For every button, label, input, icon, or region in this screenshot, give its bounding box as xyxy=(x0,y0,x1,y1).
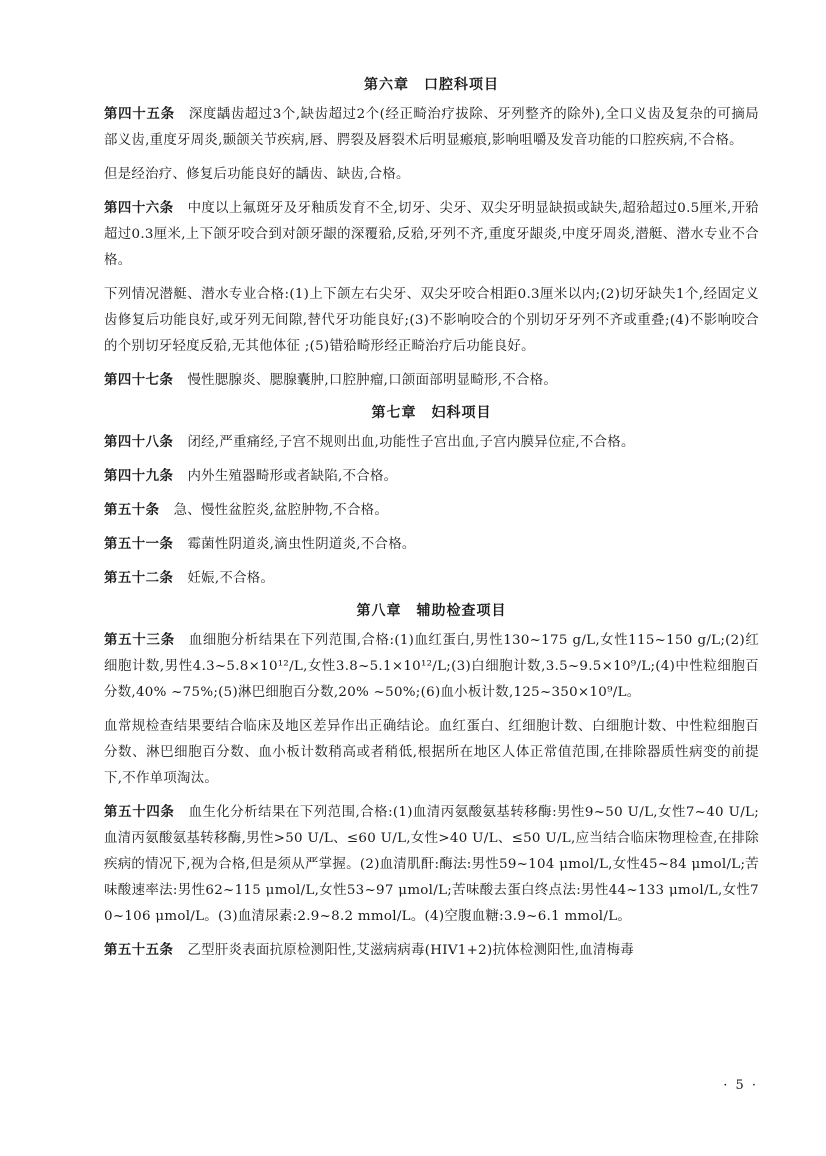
article-51-text: 霉菌性阴道炎,滴虫性阴道炎,不合格。 xyxy=(187,537,416,552)
chapter-7-title: 第七章 妇科项目 xyxy=(371,405,492,421)
article-51 xyxy=(104,532,759,558)
article-53 xyxy=(104,628,759,706)
article-45-note xyxy=(104,162,759,188)
article-47-label: 第四十七条 xyxy=(104,373,174,388)
article-50 xyxy=(104,498,759,524)
article-53-note-text: 血常规检查结果要结合临床及地区差异作出正确结论。血红蛋白、红细胞计数、白细胞计数、中性粒细胞百分数、淋巴细胞百分数、血小板计数稍高或者稍低,根据所在地区人体正常值范围,在排除器质性病变的前提下,不作单项淘汰。 xyxy=(104,719,759,786)
article-45-label: 第四十五条 xyxy=(104,107,175,122)
article-54-text: 血生化分析结果在下列范围,合格:(1)血清丙氨酸氨基转移酶:男性9~50 U/L,女性7~40 U/L;血清丙氨酸氨基转移酶,男性>50 U/L、≤60 U/L,女性>40 U/L、≤50 U/L,应当结合临床物理检查,在排除疾病的情况下,视为合格,但是须从严掌握。(2)血清肌酐:酶法:男性59~104 μmol/L,女性45~84 μmol/L;苦味酸速率法:男性62~115 μmol/L,女性53~97 μmol/L;苦味酸去蛋白终点法:男性44~133 μmol/L,女性70~106 μmol/L。(3)血清尿素:2.9~8.2 mmol/L。(4)空腹血糖:3.9~6.1 mmol/L。 xyxy=(104,805,760,924)
article-53-label: 第五十三条 xyxy=(104,633,175,648)
article-48 xyxy=(104,430,759,456)
article-46 xyxy=(104,196,759,274)
chapter-8-title: 第八章 辅助检查项目 xyxy=(356,603,507,619)
article-47 xyxy=(104,368,759,394)
article-53-text: 血细胞分析结果在下列范围,合格:(1)血红蛋白,男性130~175 g/L,女性115~150 g/L;(2)红细胞计数,男性4.3~5.8×10¹²/L,女性3.8~5.1×10¹²/L;(3)白细胞计数,3.5~9.5×10⁹/L;(4)中性粒细胞百分数,40% ~75%;(5)淋巴细胞百分数,20% ~50%;(6)血小板计数,125~350×10⁹/L。 xyxy=(104,633,760,700)
article-53-note xyxy=(104,714,759,792)
document-page xyxy=(104,70,759,972)
article-47-text: 慢性腮腺炎、腮腺囊肿,口腔肿瘤,口颌面部明显畸形,不合格。 xyxy=(187,373,558,388)
article-52-label: 第五十二条 xyxy=(104,571,174,586)
article-55 xyxy=(104,938,759,964)
article-45-note-text: 但是经治疗、修复后功能良好的龋齿、缺齿,合格。 xyxy=(104,167,410,182)
article-50-text: 急、慢性盆腔炎,盆腔肿物,不合格。 xyxy=(173,503,389,518)
article-49-label: 第四十九条 xyxy=(104,469,174,484)
article-54 xyxy=(104,800,759,930)
article-52 xyxy=(104,566,759,592)
article-48-label: 第四十八条 xyxy=(104,435,174,450)
article-45-text: 深度龋齿超过3个,缺齿超过2个(经正畸治疗拔除、牙列整齐的除外),全口义齿及复杂的可摘局部义齿,重度牙周炎,颞颌关节疾病,唇、腭裂及唇裂术后明显瘢痕,影响咀嚼及发音功能的口腔疾病,不合格。 xyxy=(104,107,759,148)
article-48-text: 闭经,严重痛经,子宫不规则出血,功能性子宫出血,子宫内膜异位症,不合格。 xyxy=(187,435,635,450)
article-46-note-text: 下列情况潜艇、潜水专业合格:(1)上下颌左右尖牙、双尖牙咬合相距0.3厘米以内;(2)切牙缺失1个,经固定义齿修复后功能良好,或牙列无间隙,替代牙功能良好;(3)不影响咬合的个别切牙牙列不齐或重叠;(4)不影响咬合的个别切牙轻度反𬌗,无其他体征 ;(5)错𬌗畸形经正畸治疗后功能良好。 xyxy=(104,287,759,354)
article-45 xyxy=(104,102,759,154)
page-number: · 5 · xyxy=(723,1078,758,1093)
article-55-text: 乙型肝炎表面抗原检测阳性,艾滋病病毒(HIV1+2)抗体检测阳性,血清梅毒 xyxy=(187,943,634,958)
article-46-label: 第四十六条 xyxy=(104,201,174,216)
article-49 xyxy=(104,464,759,490)
article-50-label: 第五十条 xyxy=(104,503,160,518)
article-49-text: 内外生殖器畸形或者缺陷,不合格。 xyxy=(187,469,398,484)
article-55-label: 第五十五条 xyxy=(104,943,174,958)
article-46-text: 中度以上氟斑牙及牙釉质发育不全,切牙、尖牙、双尖牙明显缺损或缺失,超𬌗超过0.5厘米,开𬌗超过0.3厘米,上下颌牙咬合到对颌牙龈的深覆𬌗,反𬌗,牙列不齐,重度牙龈炎,中度牙周炎,潜艇、潜水专业不合格。 xyxy=(104,201,760,268)
article-54-label: 第五十四条 xyxy=(104,805,175,820)
chapter-6-title: 第六章 口腔科项目 xyxy=(364,77,499,93)
article-46-note xyxy=(104,282,759,360)
article-51-label: 第五十一条 xyxy=(104,537,174,552)
article-52-text: 妊娠,不合格。 xyxy=(187,571,275,586)
